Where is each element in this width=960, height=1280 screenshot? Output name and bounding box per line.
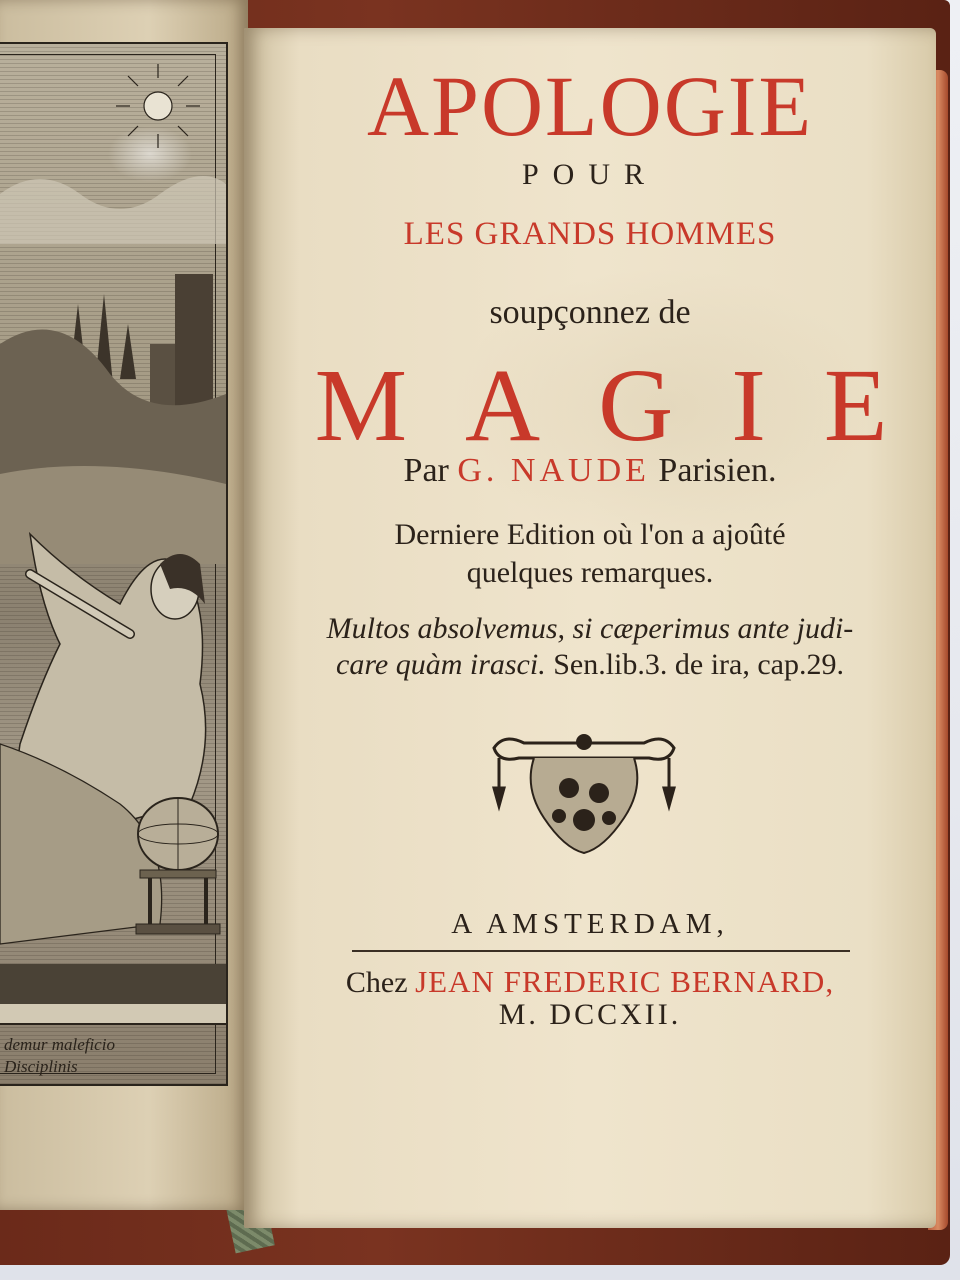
author-name: G. NAUDE	[457, 452, 650, 489]
engraving-caption	[4, 1034, 204, 1078]
title-magie: MAGIE	[314, 348, 946, 463]
title-suspected: soupçonnez de	[489, 294, 691, 331]
quote-line-2	[244, 648, 936, 682]
printer-ornament-icon	[484, 728, 684, 858]
title-pour: POUR	[521, 158, 659, 191]
publisher-name: JEAN FREDERIC BERNARD,	[415, 964, 835, 999]
publisher-prefix: Chez	[345, 966, 408, 999]
author-prefix: Par	[403, 452, 449, 489]
edition-line-1: Derniere Edition où l'on a ajoûté	[394, 518, 786, 551]
imprint-place: A AMSTERDAM,	[451, 908, 729, 940]
left-page	[0, 0, 248, 1210]
edition-line-2: quelques remarques.	[466, 556, 714, 589]
author-suffix: Parisien.	[658, 452, 777, 489]
imprint-publisher-line	[244, 964, 936, 1000]
sun-icon	[116, 64, 200, 148]
quote-citation: Sen.lib.3. de ira, cap.29.	[553, 648, 844, 681]
caption-line-2: Disciplinis	[4, 1057, 78, 1076]
imprint-rule	[352, 950, 850, 952]
title-page	[244, 28, 946, 1228]
title-subject: LES GRANDS HOMMES	[403, 216, 777, 252]
quote-line-1: Multos absolvemus, si cæperimus ante judi-	[326, 612, 854, 645]
frontispiece-engraving	[0, 42, 228, 1086]
caption-line-1: demur maleficio	[4, 1035, 115, 1054]
book-title: APOLOGIE	[367, 58, 813, 154]
author-line	[244, 452, 936, 490]
engraving-illustration	[0, 44, 226, 1084]
quote-italic: care quàm irasci.	[336, 648, 546, 681]
imprint-date: M. DCCXII.	[498, 998, 682, 1031]
